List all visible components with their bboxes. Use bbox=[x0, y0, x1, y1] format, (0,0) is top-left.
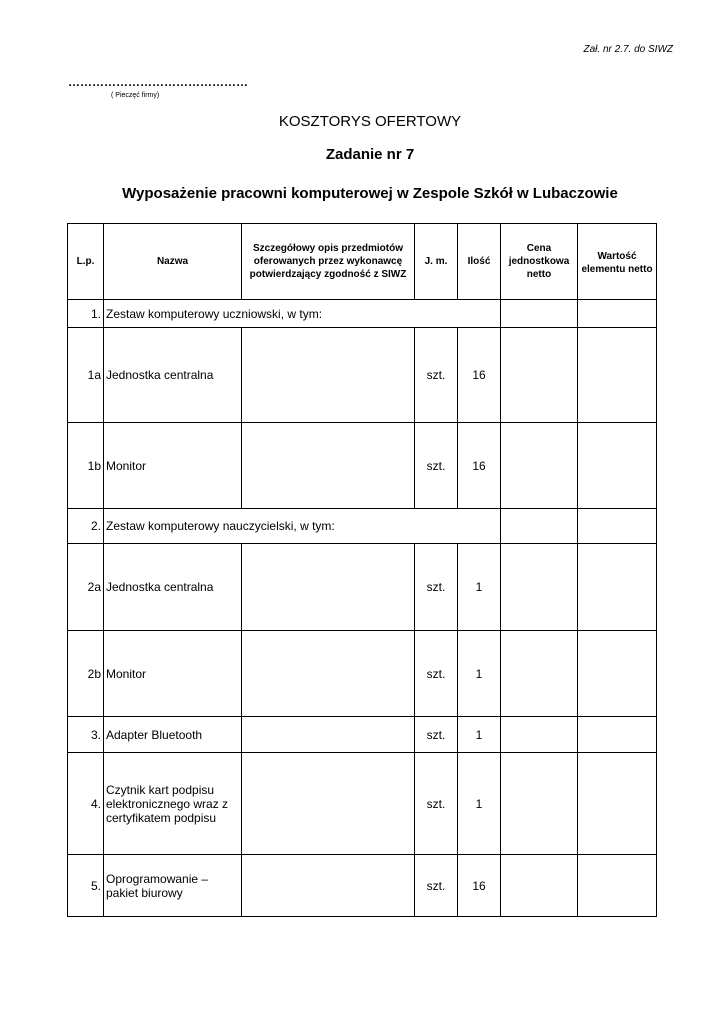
cell-lp: 1b bbox=[68, 423, 104, 509]
cell-name: Czytnik kart podpisu elektronicznego wraz z certyfikatem podpisu bbox=[104, 753, 242, 855]
cell-name: Oprogramowanie – pakiet biurowy bbox=[104, 855, 242, 917]
table-header-row bbox=[68, 224, 657, 300]
cell-lp: 4. bbox=[68, 753, 104, 855]
cell-description[interactable] bbox=[242, 855, 415, 917]
cell-quantity: 16 bbox=[458, 328, 501, 423]
company-stamp-caption: ( Pieczęć firmy) bbox=[111, 92, 160, 99]
column-header-quantity: Ilość bbox=[458, 224, 501, 300]
cell-unit: szt. bbox=[415, 753, 458, 855]
cell-quantity: 16 bbox=[458, 423, 501, 509]
cell-name: Monitor bbox=[104, 423, 242, 509]
cell-unit-price[interactable] bbox=[501, 753, 578, 855]
task-number: Zadanie nr 7 bbox=[325, 146, 415, 163]
cell-quantity: 1 bbox=[458, 717, 501, 753]
cell-unit-price[interactable] bbox=[501, 300, 578, 328]
document-title: KOSZTORYS OFERTOWY bbox=[278, 113, 462, 130]
cell-lp: 2b bbox=[68, 631, 104, 717]
column-header-description: Szczegółowy opis przedmiotów oferowanych przez wykonawcę potwierdzający zgodność z SIWZ bbox=[242, 224, 415, 300]
cost-estimate-table bbox=[67, 223, 657, 917]
cell-unit: szt. bbox=[415, 631, 458, 717]
cell-unit-price[interactable] bbox=[501, 509, 578, 544]
cell-unit: szt. bbox=[415, 328, 458, 423]
cell-lp: 3. bbox=[68, 717, 104, 753]
cell-unit-price[interactable] bbox=[501, 631, 578, 717]
cell-unit-price[interactable] bbox=[501, 544, 578, 631]
column-header-name: Nazwa bbox=[104, 224, 242, 300]
cell-description[interactable] bbox=[242, 423, 415, 509]
cell-value[interactable] bbox=[578, 423, 657, 509]
cell-unit: szt. bbox=[415, 855, 458, 917]
cell-name: Zestaw komputerowy nauczycielski, w tym: bbox=[104, 509, 501, 544]
cell-unit: szt. bbox=[415, 423, 458, 509]
cell-quantity: 1 bbox=[458, 544, 501, 631]
column-header-unit-price: Cena jednostkowa netto bbox=[501, 224, 578, 300]
cell-unit-price[interactable] bbox=[501, 423, 578, 509]
cell-name: Monitor bbox=[104, 631, 242, 717]
cell-lp: 1a bbox=[68, 328, 104, 423]
cell-value[interactable] bbox=[578, 300, 657, 328]
cell-name: Jednostka centralna bbox=[104, 544, 242, 631]
cell-value[interactable] bbox=[578, 753, 657, 855]
cell-unit: szt. bbox=[415, 717, 458, 753]
attachment-label: Zał. nr 2.7. do SIWZ bbox=[583, 44, 673, 55]
table-row bbox=[68, 717, 657, 753]
cell-value[interactable] bbox=[578, 328, 657, 423]
cell-value[interactable] bbox=[578, 855, 657, 917]
cell-unit-price[interactable] bbox=[501, 328, 578, 423]
column-header-unit: J. m. bbox=[415, 224, 458, 300]
cell-lp: 2a bbox=[68, 544, 104, 631]
table-row bbox=[68, 423, 657, 509]
table-row bbox=[68, 328, 657, 423]
cell-name: Zestaw komputerowy uczniowski, w tym: bbox=[104, 300, 501, 328]
cell-description[interactable] bbox=[242, 328, 415, 423]
cell-quantity: 1 bbox=[458, 631, 501, 717]
cell-description[interactable] bbox=[242, 631, 415, 717]
table-row bbox=[68, 300, 657, 328]
cell-lp: 1. bbox=[68, 300, 104, 328]
cell-value[interactable] bbox=[578, 717, 657, 753]
cell-name: Adapter Bluetooth bbox=[104, 717, 242, 753]
cell-lp: 2. bbox=[68, 509, 104, 544]
cell-unit-price[interactable] bbox=[501, 855, 578, 917]
table-row bbox=[68, 753, 657, 855]
company-stamp-line: ……………………………………… bbox=[68, 75, 248, 89]
column-header-value: Wartość elementu netto bbox=[578, 224, 657, 300]
table-row bbox=[68, 855, 657, 917]
cell-name: Jednostka centralna bbox=[104, 328, 242, 423]
cell-unit-price[interactable] bbox=[501, 717, 578, 753]
column-header-lp: L.p. bbox=[68, 224, 104, 300]
cell-description[interactable] bbox=[242, 717, 415, 753]
table-row bbox=[68, 544, 657, 631]
cell-value[interactable] bbox=[578, 509, 657, 544]
cell-value[interactable] bbox=[578, 544, 657, 631]
table-row bbox=[68, 631, 657, 717]
cell-lp: 5. bbox=[68, 855, 104, 917]
table-row bbox=[68, 509, 657, 544]
task-heading: Wyposażenie pracowni komputerowej w Zespole Szkół w Lubaczowie bbox=[122, 185, 618, 202]
cell-quantity: 1 bbox=[458, 753, 501, 855]
cell-value[interactable] bbox=[578, 631, 657, 717]
cell-quantity: 16 bbox=[458, 855, 501, 917]
cell-description[interactable] bbox=[242, 544, 415, 631]
cell-unit: szt. bbox=[415, 544, 458, 631]
cell-description[interactable] bbox=[242, 753, 415, 855]
